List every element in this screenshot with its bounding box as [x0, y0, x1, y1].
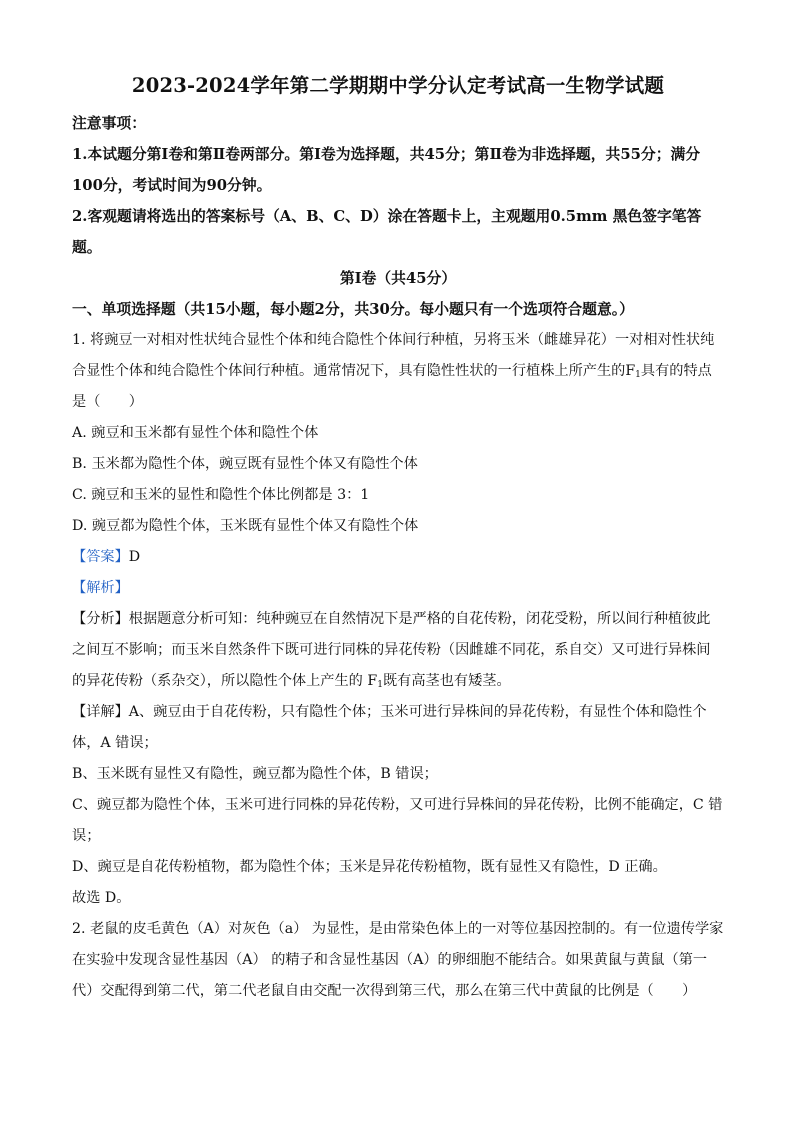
answer-tag: 【答案】	[72, 549, 129, 565]
option-a: A. 豌豆和玉米都有显性个体和隐性个体	[72, 425, 319, 441]
page-title: 2023-2024学年第二学期期中学分认定考试高一生物学试题	[131, 74, 665, 97]
xiangjie-d: D、豌豆是自花传粉植物，都为隐性个体；玉米是异花传粉植物，既有显性又有隐性，D 正确。	[72, 859, 667, 875]
answer-value: D	[128, 549, 141, 565]
xiangjie-b: B、玉米既有显性又有隐性，豌豆都为隐性个体，B 错误；	[72, 766, 438, 782]
fenxi-tag: 【分析】	[72, 611, 129, 627]
conclusion: 故选 D。	[72, 890, 131, 906]
fenxi-text-end: 既有高茎也有矮茎。	[382, 673, 511, 689]
xiangjie-c: C、豌豆都为隐性个体，玉米可进行同株的异花传粉，又可进行异株间的异花传粉，比例不能确定，C 错误；	[72, 797, 723, 844]
option-b: B. 玉米都为隐性个体，豌豆既有显性个体又有隐性个体	[72, 456, 418, 472]
document-page	[72, 70, 724, 1007]
section-instructions: 一、单项选择题（共15小题，每小题2分，共30分。每小题只有一个选项符合题意。）	[72, 301, 634, 318]
fenxi-paragraph	[72, 604, 724, 697]
xiangjie-tag: 【详解】	[72, 704, 129, 720]
subscript: 1	[635, 370, 641, 380]
analysis-tag: 【解析】	[72, 580, 129, 596]
xiangjie-a	[72, 697, 724, 759]
analysis-line	[72, 573, 724, 604]
subscript: 1	[377, 680, 383, 690]
option-c: C. 豌豆和玉米的显性和隐性个体比例都是 3：1	[72, 487, 370, 503]
question-1-stem	[72, 325, 724, 418]
notice-heading: 注意事项：	[72, 115, 146, 132]
xiangjie-a-text: A、豌豆由于自花传粉，只有隐性个体；玉米可进行异株间的异花传粉，有显性个体和隐性个体，A 错误；	[72, 704, 707, 751]
fenxi-text: 根据题意分析可知：纯种豌豆在自然情况下是严格的自花传粉，闭花受粉，所以间行种植彼此之间互不影响；而玉米自然条件下既可进行同株的异花传粉（因雌雄不同花，系自交）又可进行异株间的异花传粉（系杂交），所以隐性个体上产生的 F	[72, 611, 711, 689]
question-1-stem-end: 具有的特点是（ ）	[72, 363, 712, 410]
section-heading: 第Ⅰ卷（共45分）	[339, 270, 457, 287]
notice-item-1: 1.本试题分第Ⅰ卷和第Ⅱ卷两部分。第Ⅰ卷为选择题，共45分；第Ⅱ卷为非选择题，共55分；满分100分，考试时间为90分钟。	[72, 146, 701, 194]
question-1-stem-text: 1. 将豌豆一对相对性状纯合显性个体和纯合隐性个体间行种植，另将玉米（雌雄异花）一对相对性状纯合显性个体和纯合隐性个体间行种植。通常情况下，具有隐性性状的一行植株上所产生的F	[72, 332, 715, 379]
notice-item-2: 2.客观题请将选出的答案标号（A、B、C、D）涂在答题卡上，主观题用0.5mm 黑色签字笔答题。	[72, 208, 702, 256]
question-2-stem: 2. 老鼠的皮毛黄色（A）对灰色（a） 为显性，是由常染色体上的一对等位基因控制的。有一位遗传学家在实验中发现含显性基因（A） 的精子和含显性基因（A）的卵细胞不能结合。如果黄鼠与黄鼠（第一代）交配得到第二代，第二代老鼠自由交配一次得到第三代，那么在第三代中黄鼠的比例是（ ）	[72, 921, 724, 999]
answer-line	[72, 542, 724, 573]
option-d: D. 豌豆都为隐性个体，玉米既有显性个体又有隐性个体	[72, 518, 419, 534]
